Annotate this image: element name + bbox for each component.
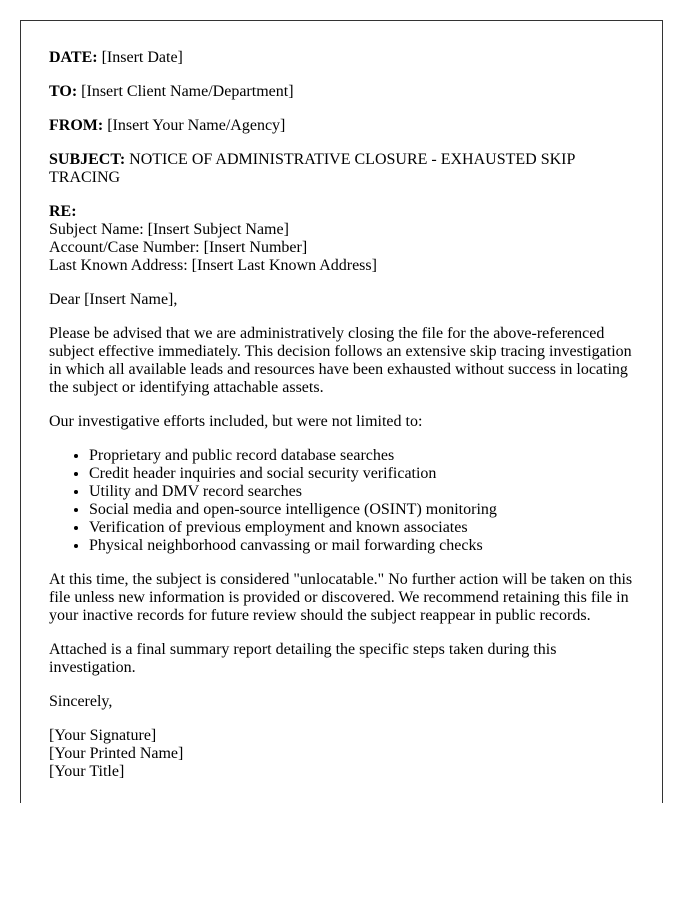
re-label: RE: (49, 203, 77, 220)
re-subject-name: Subject Name: [Insert Subject Name] (49, 221, 289, 238)
re-block (49, 203, 634, 275)
re-address: Last Known Address: [Insert Last Known Address] (49, 257, 377, 274)
subject-line (49, 151, 634, 187)
list-item: • Physical neighborhood canvassing or mail forwarding checks (89, 537, 634, 555)
subject-value: NOTICE OF ADMINISTRATIVE CLOSURE - EXHAUSTED SKIP TRACING (49, 151, 575, 186)
date-label: DATE: (49, 49, 98, 66)
to-line (49, 83, 634, 101)
letter-page (20, 20, 663, 803)
subject-label: SUBJECT: (49, 151, 126, 168)
list-item: • Credit header inquiries and social security verification (89, 465, 634, 483)
closing: Sincerely, (49, 693, 113, 710)
list-item: • Proprietary and public record database searches (89, 447, 634, 465)
list-item: • Utility and DMV record searches (89, 483, 634, 501)
efforts-list (49, 447, 634, 555)
from-line (49, 117, 634, 135)
printed-name: [Your Printed Name] (49, 745, 184, 762)
paragraph-attachment: Attached is a final summary report detailing the specific steps taken during this investigation. (49, 641, 557, 676)
re-case-number: Account/Case Number: [Insert Number] (49, 239, 308, 256)
signature-block (49, 727, 634, 781)
paragraph-efforts-intro: Our investigative efforts included, but were not limited to: (49, 413, 423, 430)
list-item: • Social media and open-source intelligence (OSINT) monitoring (89, 501, 634, 519)
list-item: • Verification of previous employment and known associates (89, 519, 634, 537)
to-value: [Insert Client Name/Department] (81, 83, 294, 100)
from-label: FROM: (49, 117, 104, 134)
paragraph-closure: Please be advised that we are administratively closing the file for the above-referenced subject effective immediately. This decision follows an extensive skip tracing investigation in which all available leads and resources have been exhausted without success in locating the subject or identifying attachable assets. (49, 325, 632, 396)
signature: [Your Signature] (49, 727, 157, 744)
salutation: Dear [Insert Name], (49, 291, 178, 308)
paragraph-unlocatable: At this time, the subject is considered "unlocatable." No further action will be taken on this file unless new information is provided or discovered. We recommend retaining this file in your inactive records for future review should the subject reappear in public records. (49, 571, 633, 624)
title: [Your Title] (49, 763, 125, 780)
from-value: [Insert Your Name/Agency] (107, 117, 286, 134)
to-label: TO: (49, 83, 78, 100)
date-value: [Insert Date] (101, 49, 183, 66)
date-line (49, 49, 634, 67)
